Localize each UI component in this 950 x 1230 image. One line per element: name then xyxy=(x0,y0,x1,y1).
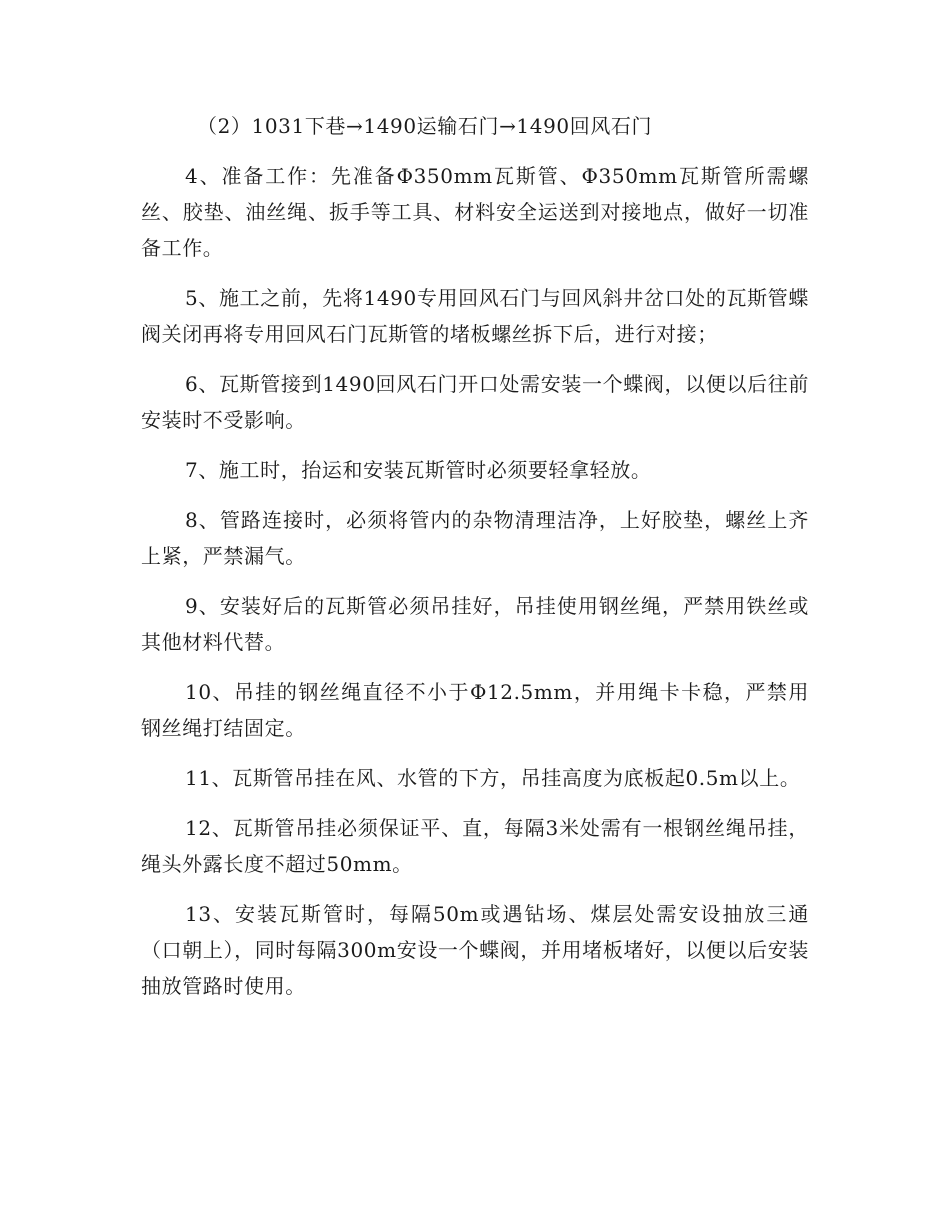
step-13-tee-and-valves: 13、安装瓦斯管时，每隔50m或遇钻场、煤层处需安设抽放三通（口朝上），同时每隔300m安设一个蝶阀，并用堵板堵好，以便以后安装抽放管路时使用。 xyxy=(141,902,809,998)
step-10-wire-rope: 10、吊挂的钢丝绳直径不小于Φ12.5mm，并用绳卡卡稳，严禁用钢丝绳打结固定。 xyxy=(141,680,809,740)
step-7-handling: 7、施工时，抬运和安装瓦斯管时必须要轻拿轻放。 xyxy=(185,458,652,482)
step-4-preparation: 4、准备工作：先准备Φ350mm瓦斯管、Φ350mm瓦斯管所需螺丝、胶垫、油丝绳、扳手等工具、材料安全运送到对接地点，做好一切准备工作。 xyxy=(141,164,809,260)
route-line: （2）1031下巷→1490运输石门→1490回风石门 xyxy=(197,114,653,138)
step-12-straightness: 12、瓦斯管吊挂必须保证平、直，每隔3米处需有一根钢丝绳吊挂，绳头外露长度不超过50mm。 xyxy=(141,816,809,876)
document-body xyxy=(141,108,809,1018)
step-11-hanging-height: 11、瓦斯管吊挂在风、水管的下方，吊挂高度为底板起0.5m以上。 xyxy=(185,766,801,790)
step-6-valve-install: 6、瓦斯管接到1490回风石门开口处需安装一个蝶阀，以便以后往前安装时不受影响。 xyxy=(141,372,809,432)
step-9-hanging: 9、安装好后的瓦斯管必须吊挂好，吊挂使用钢丝绳，严禁用铁丝或其他材料代替。 xyxy=(141,594,809,654)
step-8-pipe-connection: 8、管路连接时，必须将管内的杂物清理洁净，上好胶垫，螺丝上齐上紧，严禁漏气。 xyxy=(141,508,809,568)
step-5-before-construction: 5、施工之前，先将1490专用回风石门与回风斜井岔口处的瓦斯管蝶阀关闭再将专用回风石门瓦斯管的堵板螺丝拆下后，进行对接； xyxy=(141,286,809,346)
